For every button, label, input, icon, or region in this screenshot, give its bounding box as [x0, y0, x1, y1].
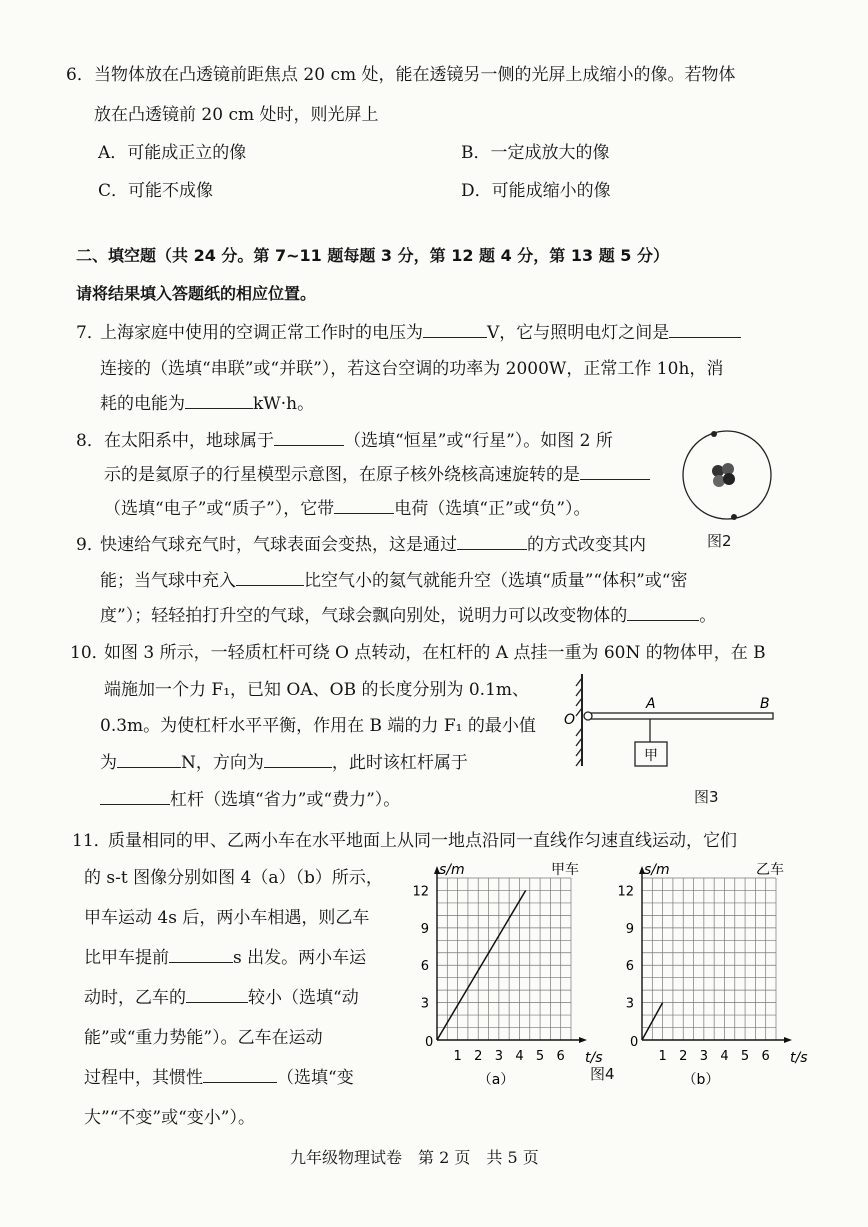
question-11-line8: 大”“不变”或“变小”）。: [84, 1108, 255, 1128]
x-tick-label: 3: [699, 1049, 708, 1064]
x-tick-label: 6: [556, 1049, 565, 1064]
point-a-label: A: [646, 696, 656, 712]
point-o-label: O: [564, 712, 576, 728]
option-d: [461, 176, 611, 201]
option-d-text: 可能成缩小的像: [491, 181, 611, 201]
q7-text: kW·h。: [253, 394, 315, 414]
answer-blank[interactable]: [669, 319, 741, 338]
answer-blank[interactable]: [185, 390, 253, 409]
option-b-text: 一定成放大的像: [490, 143, 610, 163]
question-6-number: 6．: [66, 65, 94, 85]
x-tick-label: 2: [474, 1049, 483, 1064]
answer-blank[interactable]: [627, 602, 699, 621]
answer-blank[interactable]: [334, 495, 394, 514]
y-axis-label: s/m: [439, 862, 465, 878]
answer-blank[interactable]: [169, 944, 233, 963]
electron: [711, 431, 717, 437]
question-7-line2: 连接的（选填“串联”或“并联”），若这台空调的功率为 2000W，正常工作 10h，消: [100, 359, 724, 379]
lever-bar: [588, 713, 773, 719]
q11-text: s 出发。两小车运: [233, 948, 367, 968]
x-axis-label: t/s: [790, 1050, 808, 1066]
answer-blank[interactable]: [423, 319, 487, 338]
x-tick-label: 4: [515, 1049, 524, 1064]
q9-text: 度”）；轻轻拍打升空的气球，气球会飘向别处，说明力可以改变物体的: [100, 606, 628, 626]
question-6-text-line2: 放在凸透镜前 20 cm 处时，则光屏上: [94, 105, 379, 125]
q8-text: 在太阳系中，地球属于: [104, 431, 274, 451]
option-b-letter: B．: [461, 143, 491, 163]
q9-text: 的方式改变其内: [527, 535, 646, 555]
answer-blank[interactable]: [264, 749, 332, 768]
figure-4-caption: 图4: [590, 1065, 615, 1083]
x-tick-label: 5: [535, 1049, 545, 1064]
weight-label: 甲: [644, 748, 658, 764]
answer-blank[interactable]: [236, 567, 304, 586]
question-9-line1: [100, 530, 646, 555]
y-axis-label: s/m: [644, 862, 670, 878]
question-7-line1: [100, 318, 741, 343]
option-c-letter: C．: [98, 181, 129, 201]
x-tick-label: 5: [740, 1049, 750, 1064]
question-8-number: 8．: [76, 431, 104, 451]
question-11-line4: [84, 943, 366, 968]
q7-text: 上海家庭中使用的空调正常工作时的电压为: [100, 323, 423, 343]
helium-atom-diagram: [672, 425, 782, 525]
lever-diagram: [560, 670, 785, 780]
figure-3-caption: 图3: [694, 788, 719, 806]
option-a-text: 可能成正立的像: [127, 143, 247, 163]
section-title: 二、填空题（共 24 分。第 7~11 题每题 3 分，第 12 题 4 分，第 13 题 5 分）: [76, 246, 669, 265]
origin-label: 0: [630, 1035, 639, 1050]
section-instruction: 请将结果填入答题纸的相应位置。: [76, 284, 317, 303]
option-c: [98, 176, 213, 201]
y-tick-label: 6: [625, 959, 634, 975]
question-8-line3: [104, 494, 591, 519]
chart-sublabel: （a）: [477, 1072, 515, 1087]
y-tick-label: 12: [617, 884, 634, 900]
q10-text: 为: [100, 753, 117, 773]
x-axis-arrow: [579, 1037, 587, 1043]
x-tick-label: 1: [453, 1049, 462, 1064]
answer-blank[interactable]: [580, 461, 650, 480]
option-d-letter: D．: [461, 181, 492, 201]
answer-blank[interactable]: [457, 531, 527, 550]
question-8-line1: [104, 426, 613, 451]
q9-text: 比空气小的氦气就能升空（选填“质量”“体积”或“密: [304, 571, 688, 591]
figure-2-caption: 图2: [707, 532, 732, 550]
q10-text: 杠杆（选填“省力”或“费力”）。: [170, 790, 401, 810]
answer-blank[interactable]: [203, 1064, 277, 1083]
question-10-line3: 0.3m。为使杠杆水平平衡，作用在 B 端的力 F₁ 的最小值: [100, 716, 536, 736]
q8-text: 示的是氦原子的行星模型示意图，在原子核外绕核高速旋转的是: [104, 465, 580, 485]
pivot-o: [584, 712, 592, 720]
q11-text: 较小（选填“动: [248, 988, 359, 1008]
answer-blank[interactable]: [186, 984, 248, 1003]
y-tick-label: 3: [420, 996, 429, 1012]
x-tick-label: 1: [658, 1049, 667, 1064]
answer-blank[interactable]: [117, 749, 181, 768]
y-tick-label: 12: [412, 884, 429, 900]
question-10-line2: 端施加一个力 F₁，已知 OA、OB 的长度分别为 0.1m、: [104, 680, 530, 700]
question-10-line5: [100, 785, 400, 810]
question-11-line2: 的 s-t 图像分别如图 4（a）（b）所示，: [84, 868, 383, 888]
option-b: [461, 138, 610, 163]
question-11-line6: 能”或“重力势能”）。乙车在运动: [84, 1028, 323, 1048]
electron: [731, 514, 737, 520]
question-9-line2: [100, 566, 687, 591]
question-11-line5: [84, 983, 359, 1008]
q11-text: 比甲车提前: [84, 948, 169, 968]
point-b-label: B: [760, 696, 770, 712]
st-graph-car-jia: [405, 862, 610, 1087]
question-11-line3: 甲车运动 4s 后，两小车相遇，则乙车: [84, 908, 370, 928]
q9-text: 。: [699, 606, 717, 626]
q11-text: 动时，乙车的: [84, 988, 186, 1008]
question-9-line3: [100, 601, 716, 626]
option-a: [98, 138, 246, 163]
page-footer: 九年级物理试卷 第 2 页 共 5 页: [290, 1148, 539, 1167]
option-a-letter: A．: [98, 143, 128, 163]
q7-text: V，它与照明电灯之间是: [487, 323, 670, 343]
q9-text: 能；当气球中充入: [100, 571, 236, 591]
y-tick-label: 9: [420, 921, 429, 937]
question-8-line2: [104, 460, 650, 485]
q11-text: （选填“变: [277, 1068, 354, 1088]
x-tick-label: 4: [720, 1049, 729, 1064]
origin-label: 0: [425, 1035, 434, 1050]
st-graph-car-yi: [610, 862, 815, 1087]
question-11-line7: [84, 1063, 354, 1088]
q10-text: ，此时该杠杆属于: [331, 753, 468, 773]
answer-blank[interactable]: [100, 786, 170, 805]
question-11-line1: 质量相同的甲、乙两小车在水平地面上从同一地点沿同一直线作匀速直线运动，它们: [108, 831, 737, 851]
question-10-line1: 如图 3 所示，一轻质杠杆可绕 O 点转动，在杠杆的 A 点挂一重为 60N 的物体甲，在 B: [104, 643, 766, 663]
chart-sublabel: （b）: [682, 1072, 720, 1087]
q11-text: 过程中，其惯性: [84, 1068, 203, 1088]
y-tick-label: 6: [420, 959, 429, 975]
x-tick-label: 6: [761, 1049, 770, 1064]
x-axis-arrow: [784, 1037, 792, 1043]
question-11-number: 11．: [72, 831, 111, 851]
q10-text: N，方向为: [181, 753, 264, 773]
nucleus: [712, 463, 735, 487]
option-c-text: 可能不成像: [128, 181, 214, 201]
question-7-number: 7．: [76, 323, 104, 343]
q9-text: 快速给气球充气时，气球表面会变热，这是通过: [100, 535, 457, 555]
q8-text: （选填“恒星”或“行星”）。如图 2 所: [344, 431, 613, 451]
y-tick-label: 3: [625, 996, 634, 1012]
chart-title: 甲车: [551, 862, 579, 878]
y-tick-label: 9: [625, 921, 634, 937]
question-10-line4: [100, 748, 468, 773]
x-tick-label: 2: [679, 1049, 688, 1064]
question-10-number: 10．: [70, 643, 109, 663]
chart-title: 乙车: [756, 862, 784, 878]
question-6-text-line1: 当物体放在凸透镜前距焦点 20 cm 处，能在透镜另一侧的光屏上成缩小的像。若物体: [94, 65, 736, 85]
q7-text: 耗的电能为: [100, 394, 185, 414]
q8-text: 电荷（选填“正”或“负”）。: [394, 499, 591, 519]
question-7-line3: [100, 389, 314, 414]
q8-text: （选填“电子”或“质子”），它带: [104, 499, 335, 519]
x-tick-label: 3: [494, 1049, 503, 1064]
answer-blank[interactable]: [274, 427, 344, 446]
question-9-number: 9．: [76, 535, 104, 555]
x-axis-label: t/s: [585, 1050, 603, 1066]
